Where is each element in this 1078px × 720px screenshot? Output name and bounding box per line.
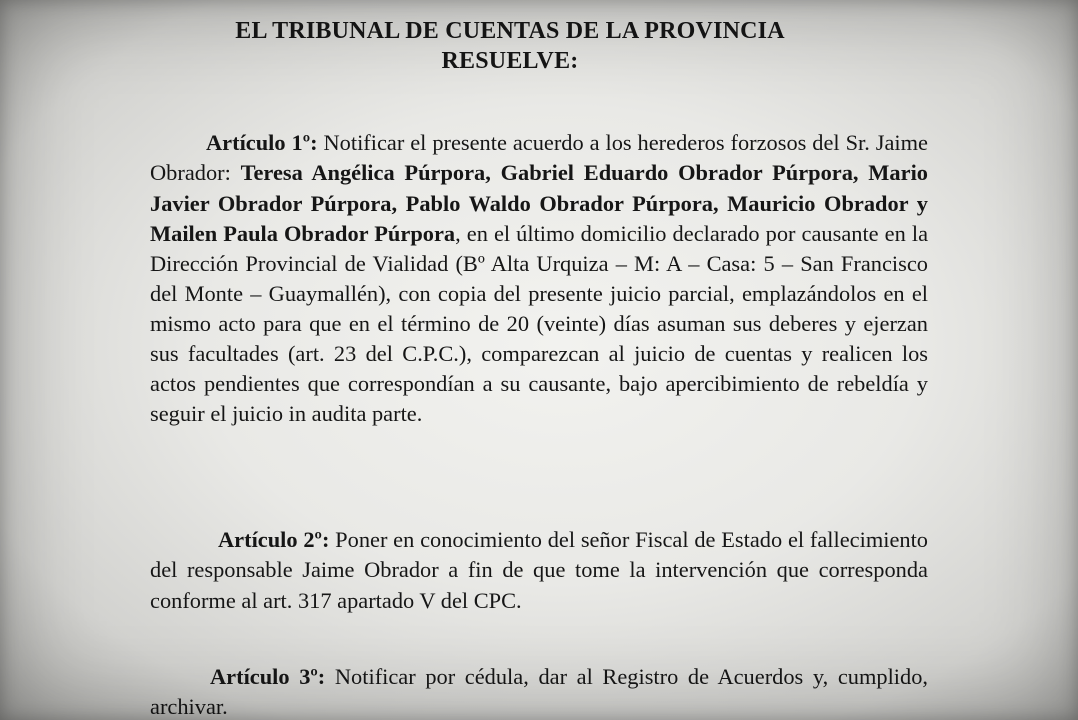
article-1-text-intro: Notificar el presente acuerdo a los herederos forzosos del Sr. Jaime Obrador: bbox=[150, 130, 928, 186]
article-1-label: Artículo 1º: bbox=[206, 130, 318, 156]
article-3-text: Notificar por cédula, dar al Registro de Acuerdos y, cumplido, archivar. bbox=[150, 664, 929, 720]
article-3-paragraph bbox=[150, 662, 928, 720]
article-3-label: Artículo 3º: bbox=[210, 664, 326, 690]
article-2-label: Artículo 2º: bbox=[218, 527, 330, 553]
article-1-text-body: , en el último domicilio declarado por causante en la Dirección Provincial de Vialidad (Bº Alta Urquiza – M: A – Casa: 5 – San Francisco del Monte – Guaymallén), con copia del presente juicio parcial, emplazándolos en el mismo acto para que en el término de 20 (veinte) días asuman sus deberes y ejerzan sus facultades (art. 23 del C.P.C.), comparezcan al juicio de cuentas y realicen los actos pendientes que correspondían a su causante, bajo apercibimiento de rebeldía y seguir el juicio in audita parte. bbox=[150, 220, 929, 427]
article-1-paragraph bbox=[150, 128, 928, 429]
article-2-text: Poner en conocimiento del señor Fiscal de Estado el fallecimiento del responsable Jaime Obrador a fin de que tome la intervención que corresponda conforme al art. 317 apartado V del CPC. bbox=[150, 527, 929, 613]
resolution-heading: EL TRIBUNAL DE CUENTAS DE LA PROVINCIA bbox=[235, 18, 785, 44]
article-1-heirs-names: Teresa Angélica Púrpora, Gabriel Eduardo Obrador Púrpora, Mario Javier Obrador Púrpora, Pablo Waldo Obrador Púrpora, Mauricio Obrador y Mailen Paula Obrador Púrpora bbox=[150, 160, 928, 246]
resolution-subheading: RESUELVE: bbox=[441, 48, 579, 74]
article-2-paragraph bbox=[150, 525, 928, 615]
